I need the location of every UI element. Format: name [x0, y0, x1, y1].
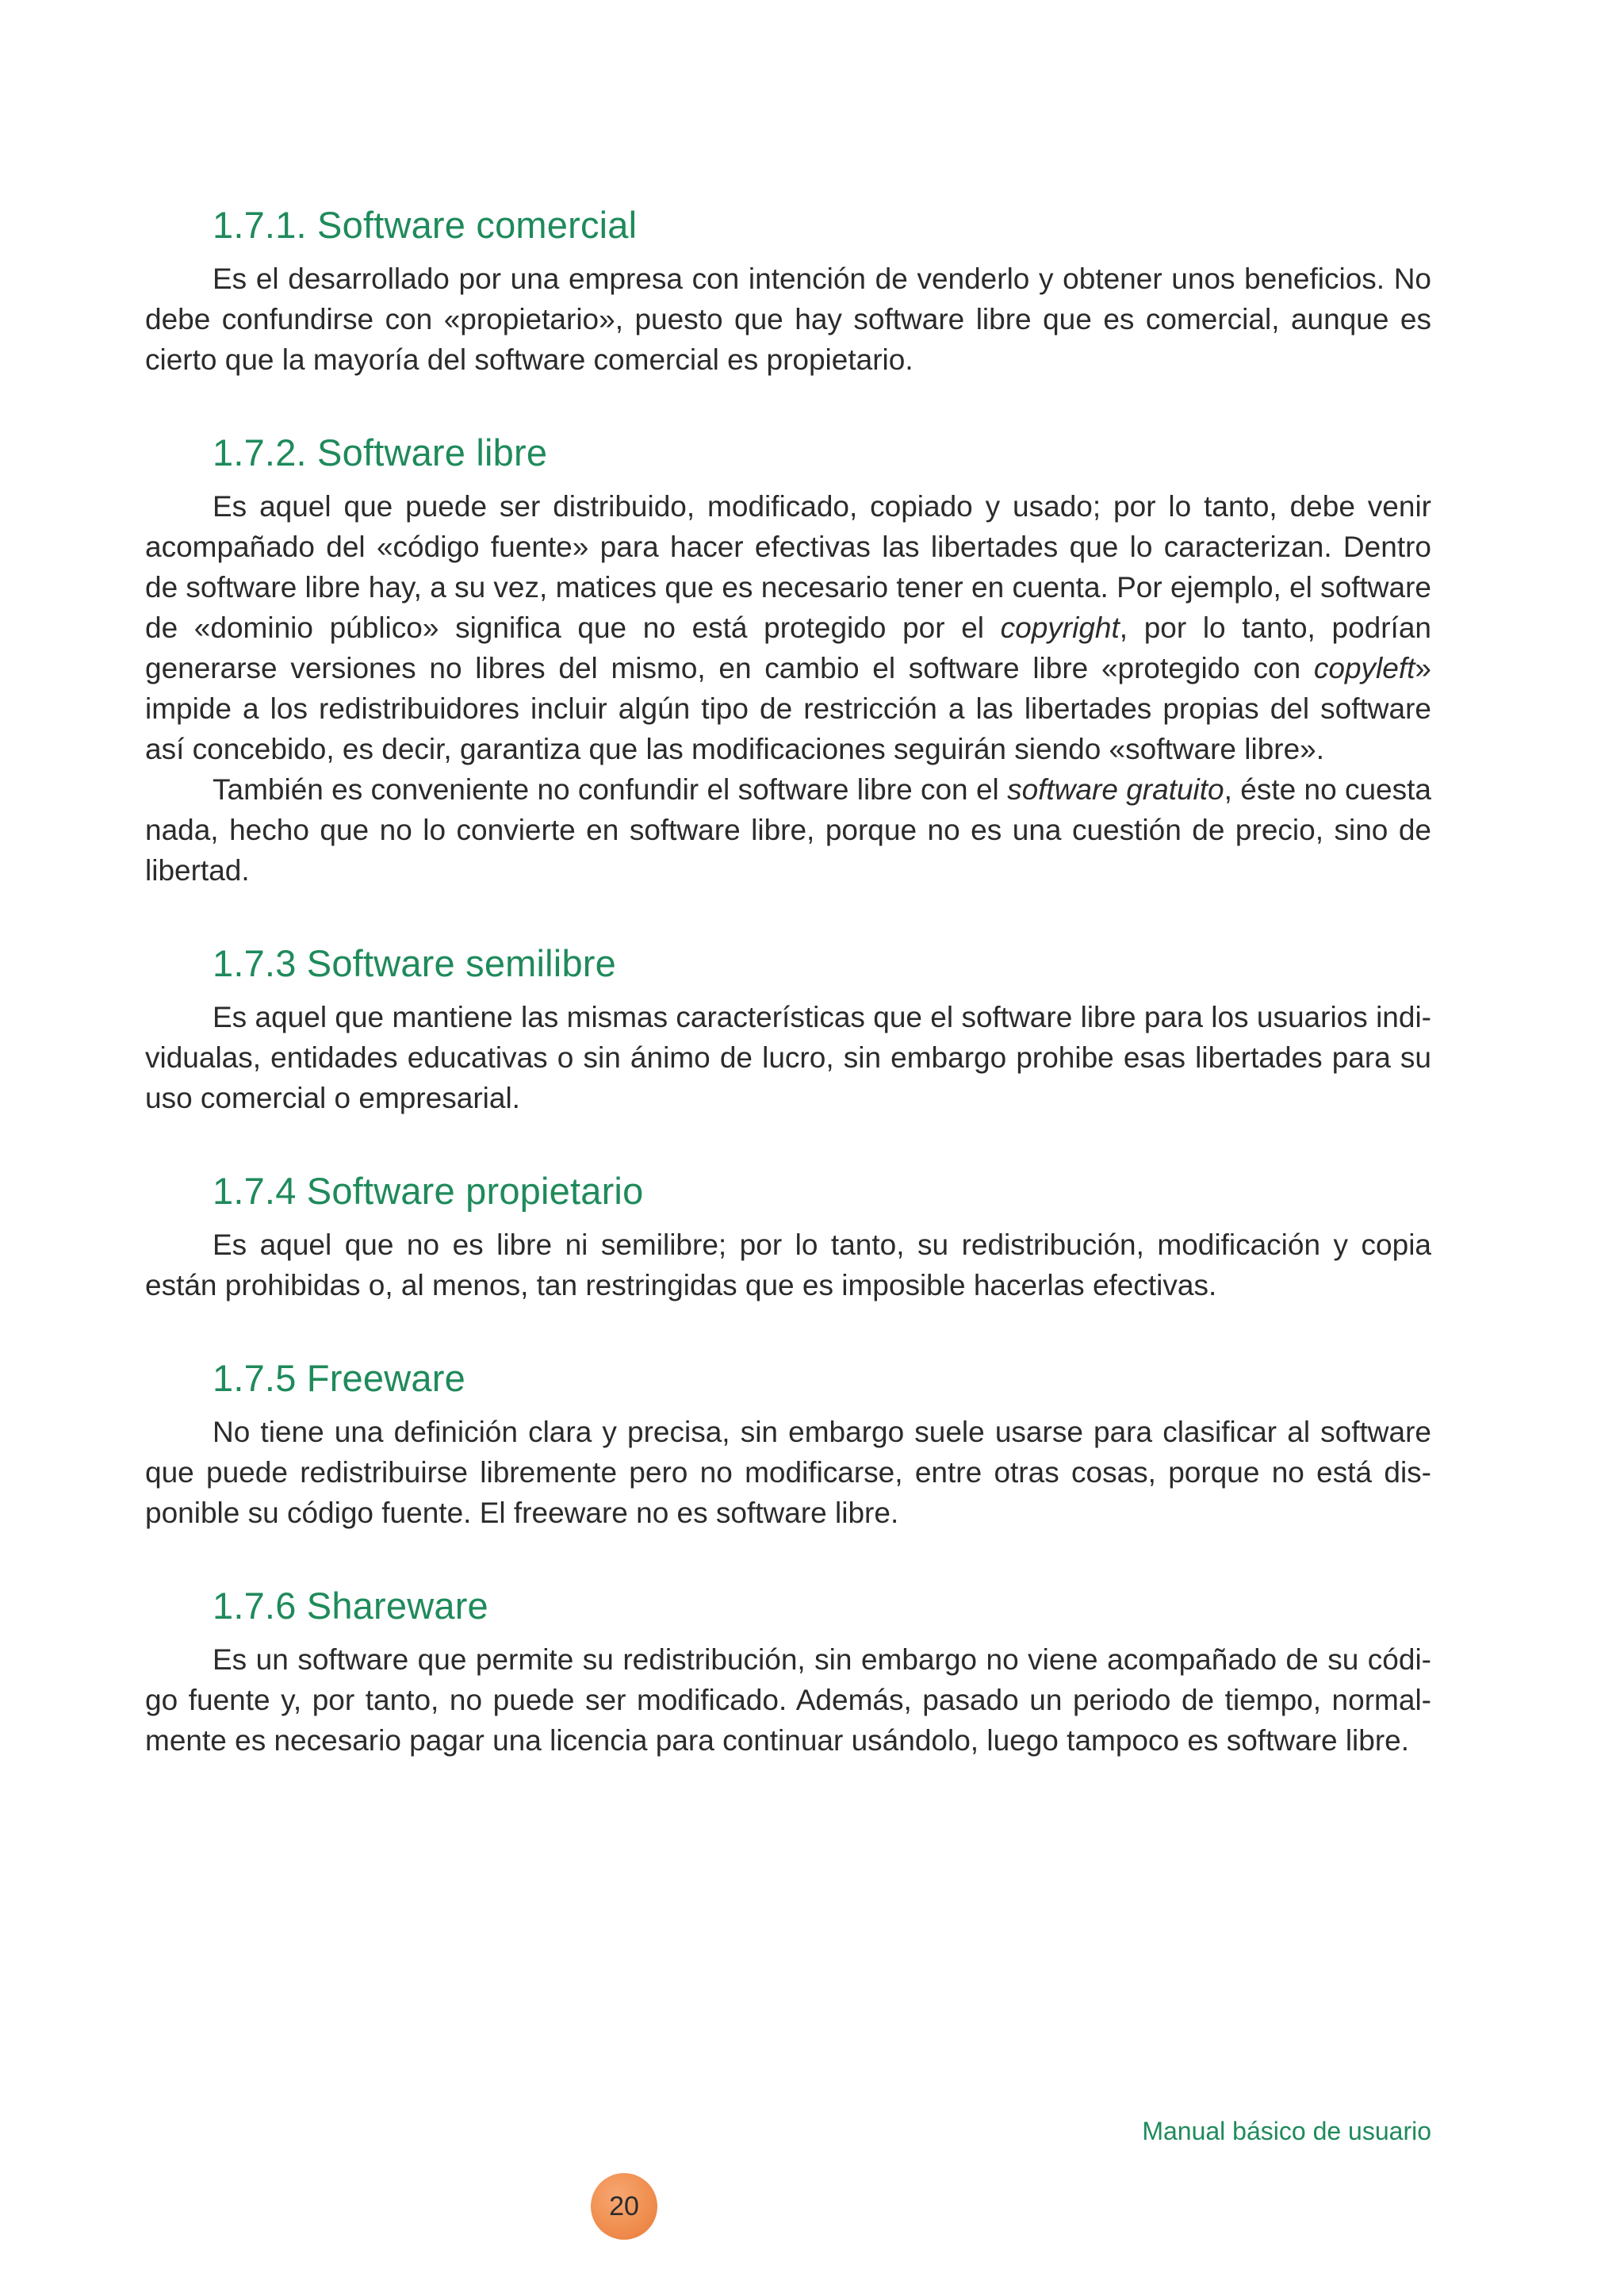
body-paragraph [145, 486, 1431, 769]
text-run: » impide a los redistribuidores incluir algún tipo de restricción a las libertades propias del software así concebido, es decir, garantiza que las modificaciones seguirán siendo «software libre». [145, 652, 1431, 765]
footer-manual-title: Manual básico de usuario [1142, 2117, 1431, 2145]
section-software-comercial [145, 198, 1431, 380]
text-run: Es un software que permite su redistribución, sin embargo no viene acompañado de su código fuente y, por tanto, no puede ser modificado. Además, pasado un periodo de tiempo, normalmente es necesario pagar una licencia para continuar usándolo, luego tampoco es software libre. [145, 1643, 1431, 1757]
section-heading: 1.7.1. Software comercial [213, 204, 638, 246]
section-freeware [145, 1351, 1431, 1533]
text-run: Es aquel que puede ser distribuido, modificado, copiado y usado; por lo tanto, debe venir acompañado del «código fuente» para hacer efectivas las libertades que lo caracterizan. Dentro de software libre hay, a su vez, matices que es necesario tener en cuenta. Por ejemplo, el software de «dominio público» significa que no está protegido por el [145, 490, 1432, 644]
section-heading: 1.7.6 Shareware [213, 1585, 488, 1627]
italic-term: copyright [1000, 611, 1120, 644]
text-run: , por lo tanto, podrían generarse versiones no libres del mismo, en cambio el software libre «protegido con [145, 611, 1431, 684]
section-software-libre [145, 426, 1431, 891]
text-run: Es aquel que no es libre ni semilibre; por lo tanto, su redistribución, modificación y copia están prohibidas o, al menos, tan restringidas que es imposible hacerlas efectivas. [145, 1228, 1431, 1301]
body-paragraph [145, 769, 1431, 891]
body-paragraph [145, 1412, 1431, 1533]
section-heading: 1.7.3 Software semilibre [213, 942, 616, 984]
text-run: Es el desarrollado por una empresa con intención de venderlo y obtener unos beneficios. No debe confundirse con «propietario», puesto que hay software libre que es comercial, aunque es cierto que la mayoría del software comercial es propietario. [145, 263, 1431, 376]
italic-term: copyleft [1313, 652, 1415, 684]
document-body [145, 198, 1431, 1761]
text-run: Es aquel que mantiene las mismas características que el software libre para los usuarios individualas, entidades educativas o sin ánimo de lucro, sin embargo prohibe esas libertades para su uso comercial o empresarial. [145, 1001, 1431, 1114]
text-run: También es conveniente no confundir el software libre con el [213, 773, 1008, 806]
section-heading: 1.7.2. Software libre [213, 431, 548, 473]
body-paragraph [145, 997, 1431, 1118]
section-heading: 1.7.5 Freeware [213, 1357, 465, 1399]
text-run: No tiene una definición clara y precisa, sin embargo suele usarse para clasificar al software que puede redistribuirse libremente pero no modificarse, entre otras cosas, porque no está disponible su código fuente. El freeware no es software libre. [145, 1416, 1431, 1529]
body-paragraph [145, 1639, 1431, 1761]
text-run: , éste no cuesta nada, hecho que no lo convierte en software libre, porque no es una cuestión de precio, sino de libertad. [145, 773, 1431, 887]
italic-term: software gratuito [1007, 773, 1224, 806]
page-number-badge: 20 [591, 2173, 657, 2240]
body-paragraph [145, 1225, 1431, 1305]
section-software-propietario [145, 1164, 1431, 1305]
section-heading: 1.7.4 Software propietario [213, 1170, 644, 1212]
body-paragraph [145, 259, 1431, 380]
section-shareware [145, 1579, 1431, 1761]
section-software-semilibre [145, 937, 1431, 1118]
